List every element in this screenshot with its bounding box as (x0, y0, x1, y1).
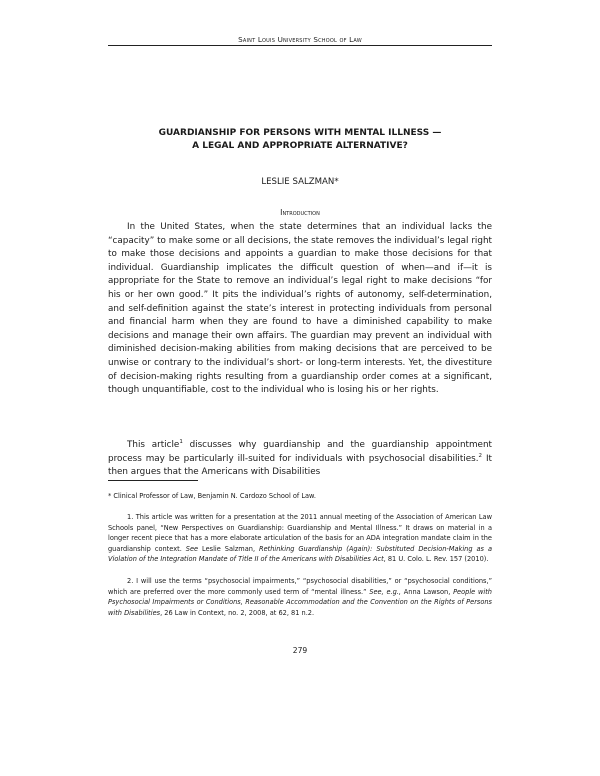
body-paragraph-1: In the United States, when the state determines that an individual lacks the “capacity” to make some or all decisions, the state removes the individual’s legal right to make those decisions and appoints a guardian to make those decisions for that individual. Guardianship implicates the difficult question of when—and if—it is appropriate for the State to remove an individual’s legal right to make decisions “for his or her own good.” It pits the individual’s rights of autonomy, self-determination, and self-definition against the state’s interest in protecting individuals from personal and financial harm when they are found to have a diminished capability to make decisions and manage their own affairs. The guardian may prevent an individual with diminished decision-making abilities from making decisions that are perceived to be unwise or contrary to the individual’s short- or long-term interests. Yet, the divestiture of decision-making rights resulting from a guardianship order comes at a significant, though unquantifiable, cost to the individual who is losing his or her rights. (108, 222, 492, 396)
footnote-text: 2. I will use the terms “psychosocial impairments,” “psychosocial disabilities,” or “psychosocial conditions,” which are preferred over the more commonly used term of “mental illness.” (108, 577, 492, 596)
footnote-1 (108, 512, 492, 565)
footnote-2 (108, 576, 492, 618)
header-rule (108, 45, 492, 46)
paragraph-text: It then argues that the Americans with Disabilities (108, 453, 492, 478)
footnote-text: 1. This article was written for a presentation at the 2011 annual meeting of the Association of American Law Schools panel, “New Perspectives on Guardianship: Guardianship and Mental Illness.” It draws on material in a longer recent piece that has a more elaborate articulation of the basis for an ADA integration mandate claim in the guardianship context. (108, 513, 492, 553)
title-line-2: A LEGAL AND APPROPRIATE ALTERNATIVE? (192, 141, 408, 151)
footnote-signal: See, e.g., (369, 587, 401, 596)
footnote-ref-2: 2 (478, 452, 483, 459)
paragraph-text: This article (127, 440, 180, 450)
article-title (108, 127, 492, 153)
footnote-text: Anna Lawson, (401, 587, 454, 596)
footnote-cited-title: Rethinking Guardianship (Again): Substituted Decision-Making as a Violation of the Integration Mandate of Title II of the Americans with Disabilities Act (108, 544, 492, 564)
section-heading: Introduction (280, 208, 320, 217)
author-name: LESLIE SALZMAN* (261, 177, 339, 187)
footnote-star: * Clinical Professor of Law, Benjamin N. Cardozo School of Law. (108, 492, 316, 500)
footnote-ref-1: 1 (179, 439, 183, 445)
footnote-text: , 26 Law in Context, no. 2, 2008, at 62, 81 n.2. (160, 608, 315, 617)
paragraph-text: discusses why guardianship and the guardianship appointment process may be particularly ill-suited for individuals with psychosocial disabilities. (108, 440, 492, 464)
footnote-signal: See (185, 544, 199, 553)
footnote-text: Leslie Salzman, (198, 544, 260, 553)
title-line-1: GUARDIANSHIP FOR PERSONS WITH MENTAL ILLNESS — (158, 128, 442, 138)
footnote-text: , 81 U. Colo. L. Rev. 157 (2010). (383, 555, 489, 564)
page-number: 279 (292, 646, 308, 655)
running-head: Saint Louis University School of Law (238, 35, 362, 44)
footnote-cited-title: People with Psychosocial Impairments or Conditions, Reasonable Accommodation and the Convention on the Rights of Persons with Disabilities (108, 587, 492, 617)
body-paragraph-2 (108, 439, 492, 480)
footnote-rule (108, 480, 198, 481)
